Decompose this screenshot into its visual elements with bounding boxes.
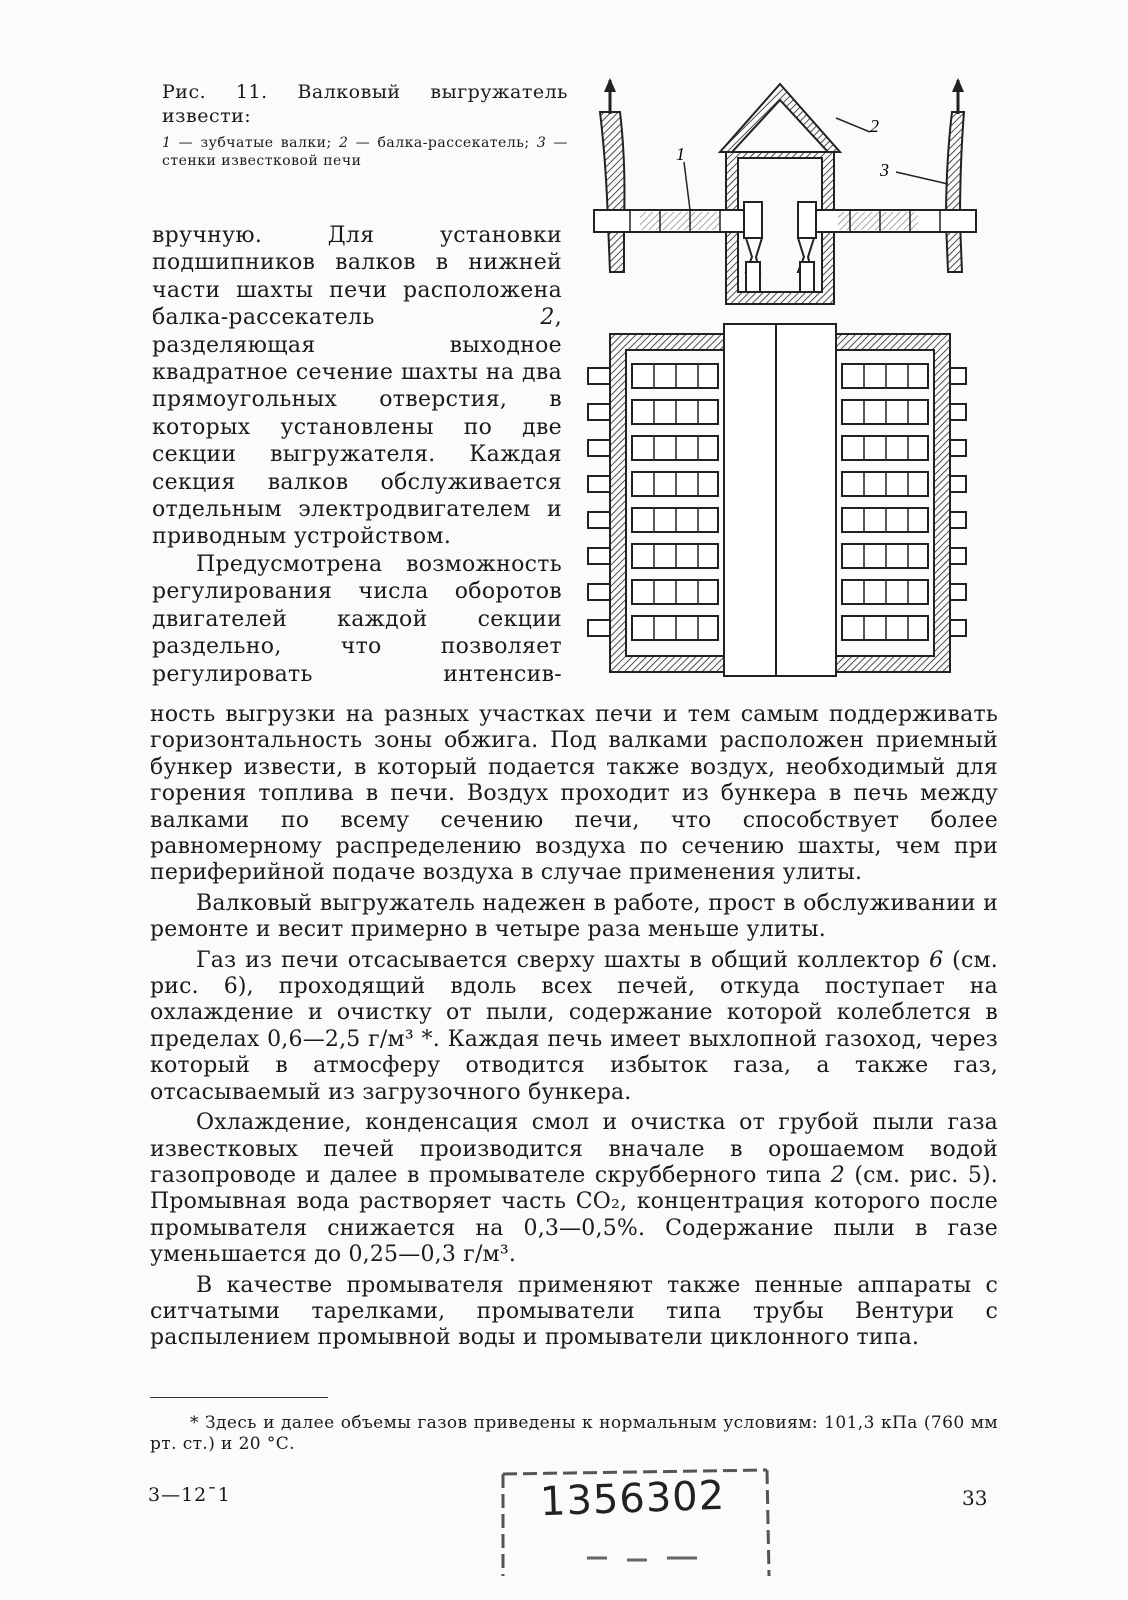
legend-num-3: 3 — [536, 135, 547, 151]
paragraph-1 — [152, 222, 562, 551]
figure-label-2: 2 — [870, 116, 879, 136]
roller-unloader-figure — [580, 72, 1000, 692]
footnote — [150, 1413, 998, 1455]
paragraph-6: В качестве промывателя применяют также пенные аппараты с ситчатыми тарелками, промыватели типа трубы Вентури с распылением промывной воды и промыватели циклонного типа. — [150, 1272, 998, 1351]
paragraph-2-start: Предусмотрена возможность регулирования числа оборотов двигателей каждой секции раздельно, что позволяет регулировать интенсив- — [152, 551, 562, 687]
page-number: 33 — [962, 1486, 988, 1510]
paragraph-5 — [150, 1110, 998, 1268]
plan-view — [588, 324, 966, 676]
paragraph-4 — [150, 948, 998, 1106]
main-column — [150, 702, 998, 1352]
paragraph-5-rest: (см. рис. 5). Промывная вода растворяет часть CO₂, концентрация которого после промывателя снижается на 0,3—0,5%. Содержание пыли в газе уменьшается до 0,25—0,3 г/м³. — [150, 1162, 998, 1268]
ref-collector-number: 6 — [929, 947, 944, 973]
section-view — [594, 78, 976, 304]
footnote-text: * Здесь и далее объемы газов приведены к нормальным условиям: 101,3 кПа (760 мм рт. ст.) и 20 °С. — [150, 1413, 998, 1454]
figure-label-1: 1 — [676, 144, 685, 164]
library-stamp-number: 1356302 — [539, 1472, 726, 1526]
paragraph-4-rest: (см. рис. 6), проходящий вдоль всех печей, откуда поступает на охлаждение и очистку от пыли, содержание которой колеблется в пределах 0,6—2,5 г/м³ *. Каждая печь имеет выхлопной газоход, через который в атмосферу отводится избыток газа, а также газ, отсасываемый из загрузочного бункера. — [150, 947, 998, 1105]
footnote-rule — [150, 1397, 328, 1398]
paragraph-5-text: Охлаждение, конденсация смол и очистка от грубой пыли газа известковых печей производится вначале в орошаемом водой газопроводе и далее в промывателе скрубберного типа — [150, 1110, 998, 1188]
paragraph-1-rest: , разделяющая выходное квадратное сечение шахты на два прямоугольных отверстия, в которых установлены по две секции выгружателя. Каждая секция валков обслуживается отдельным электродвигателем и приводным устройством. — [152, 305, 562, 550]
paragraph-4-text: Газ из печи отсасывается сверху шахты в общий коллектор — [196, 947, 921, 973]
signature-mark: 3—12¯1 — [148, 1484, 231, 1506]
ref-scrubber-number: 2 — [830, 1162, 845, 1188]
figure-title: Рис. 11. Валковый выгружатель извести: — [162, 81, 568, 127]
figure-caption — [162, 80, 568, 170]
paragraph-2-continued: ность выгрузки на разных участках печи и тем самым поддерживать горизонтальность зоны обжига. Под валками расположен приемный бункер извести, в который подается также воздух, необходимый для горения топлива в печи. Воздух проходит из бункера в печь между валками по всему сечению печи, что способствует более равномерному распределению воздуха по сечению шахты, чем при периферийной подаче воздуха в случае применения улиты. — [150, 702, 998, 886]
figure-label-3: 3 — [880, 160, 889, 180]
legend-text-1: зубчатые валки — [200, 135, 327, 151]
paragraph-1-text: вручную. Для установки подшипников валков в нижней части шахты печи расположена балка-рассекатель — [152, 223, 562, 331]
paragraph-3: Валковый выгружатель надежен в работе, прост в обслуживании и ремонте и весит примерно в четыре раза меньше улиты. — [150, 890, 998, 943]
legend-text-3: стенки известковой печи — [162, 153, 362, 169]
legend-num-1: 1 — [162, 135, 172, 151]
legend-text-2: балка-рассекатель — [377, 135, 525, 151]
legend-num-2: 2 — [338, 135, 349, 151]
narrow-column — [152, 222, 562, 688]
figure-legend: 1 — зубчатые валки; 2 — балка-рассекатель; 3 — стенки известковой печи — [162, 135, 569, 169]
ref-beam-number: 2 — [540, 305, 555, 331]
